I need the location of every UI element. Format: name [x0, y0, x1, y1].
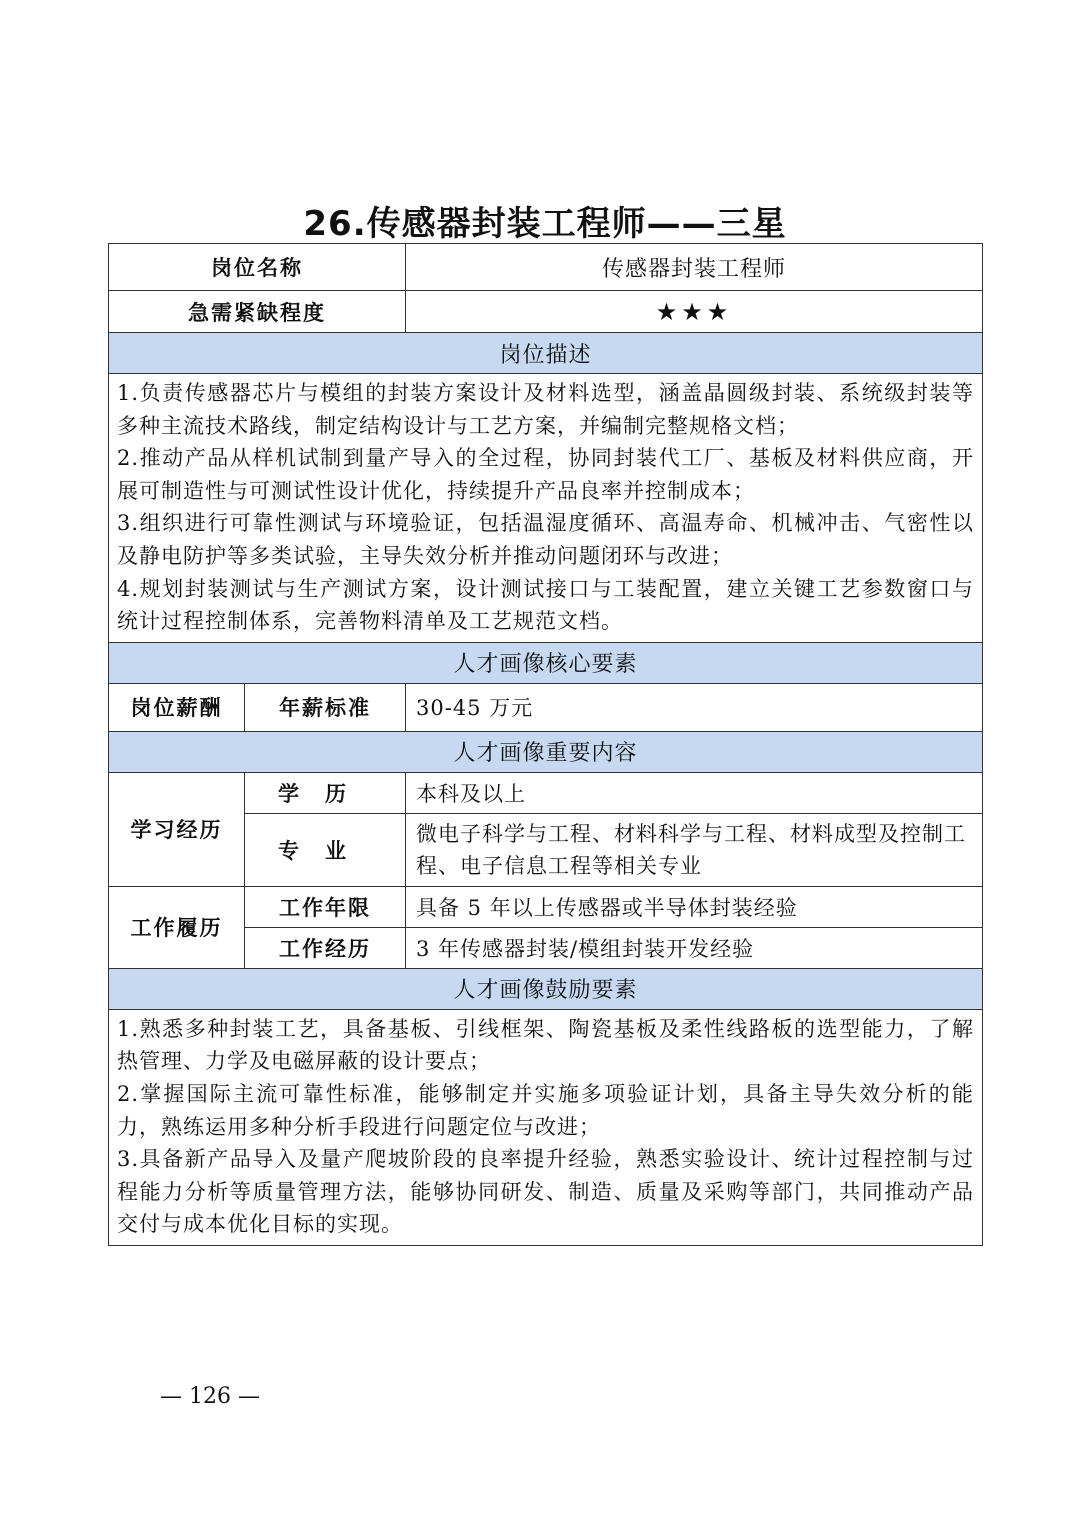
description-body: [109, 374, 983, 643]
core-header: 人才画像核心要素: [109, 642, 983, 683]
position-name-row: [109, 244, 983, 291]
encourage-item: 2.掌握国际主流可靠性标准，能够制定并实施多项验证计划，具备主导失效分析的能力，熟练运用多种分析手段进行问题定位与改进；: [117, 1081, 974, 1139]
urgency-stars: ★★★: [406, 291, 983, 333]
major-value: 微电子科学与工程、材料科学与工程、材料成型及控制工程、电子信息工程等相关专业: [406, 813, 983, 886]
experience-label: 工作经历: [245, 927, 406, 968]
encourage-item: 1.熟悉多种封装工艺，具备基板、引线框架、陶瓷基板及柔性线路板的选型能力，了解热管理、力学及电磁屏蔽的设计要点；: [117, 1016, 974, 1074]
degree-row: [109, 772, 983, 813]
encourage-header: 人才画像鼓励要素: [109, 968, 983, 1009]
description-body-row: [109, 374, 983, 643]
salary-row: [109, 683, 983, 731]
years-row: [109, 886, 983, 927]
description-item: 2.推动产品从样机试制到量产导入的全过程，协同封装代工厂、基板及材料供应商，开展可制造性与可测试性设计优化，持续提升产品良率并控制成本；: [117, 446, 974, 503]
salary-label: 岗位薪酬: [109, 683, 245, 731]
degree-label: 学历: [278, 781, 372, 806]
major-label: 专业: [278, 838, 372, 863]
years-value: 具备 5 年以上传感器或半导体封装经验: [406, 886, 983, 927]
encourage-item: 3.具备新产品导入及量产爬坡阶段的良率提升经验，熟悉实验设计、统计过程控制与过程能力分析等质量管理方法，能够协同研发、制造、质量及采购等部门，共同推动产品交付与成本优化目标的实现。: [117, 1147, 974, 1237]
encourage-body-row: [109, 1009, 983, 1245]
description-item: 4.规划封装测试与生产测试方案，设计测试接口与工装配置，建立关键工艺参数窗口与统计过程控制体系，完善物料清单及工艺规范文档。: [117, 576, 974, 634]
description-item: 1.负责传感器芯片与模组的封装方案设计及材料选型，涵盖晶圆级封装、系统级封装等多种主流技术路线，制定结构设计与工艺方案，并编制完整规格文档；: [117, 381, 974, 438]
description-header-row: [109, 333, 983, 374]
work-label: 工作履历: [109, 886, 245, 968]
encourage-header-row: [109, 968, 983, 1009]
position-name-label: 岗位名称: [109, 244, 406, 291]
description-item: 3.组织进行可靠性测试与环境验证，包括温湿度循环、高温寿命、机械冲击、气密性以及静电防护等多类试验，主导失效分析并推动问题闭环与改进；: [117, 511, 974, 568]
core-header-row: [109, 642, 983, 683]
years-label: 工作年限: [245, 886, 406, 927]
salary-value: 30-45 万元: [406, 683, 983, 731]
description-header: 岗位描述: [109, 333, 983, 374]
position-name-value: 传感器封装工程师: [406, 244, 983, 291]
degree-value: 本科及以上: [406, 772, 983, 813]
major-label-cell: [245, 813, 406, 886]
education-label: 学习经历: [109, 772, 245, 886]
salary-sub-label: 年薪标准: [245, 683, 406, 731]
urgency-row: [109, 291, 983, 333]
page-title: 26.传感器封装工程师——三星: [303, 204, 787, 244]
encourage-body: [109, 1009, 983, 1245]
experience-value: 3 年传感器封装/模组封装开发经验: [406, 927, 983, 968]
important-header-row: [109, 731, 983, 772]
degree-label-cell: [245, 772, 406, 813]
urgency-label: 急需紧缺程度: [109, 291, 406, 333]
job-profile-table: [108, 243, 983, 1246]
important-header: 人才画像重要内容: [109, 731, 983, 772]
page-number: — 126 —: [160, 1384, 260, 1409]
